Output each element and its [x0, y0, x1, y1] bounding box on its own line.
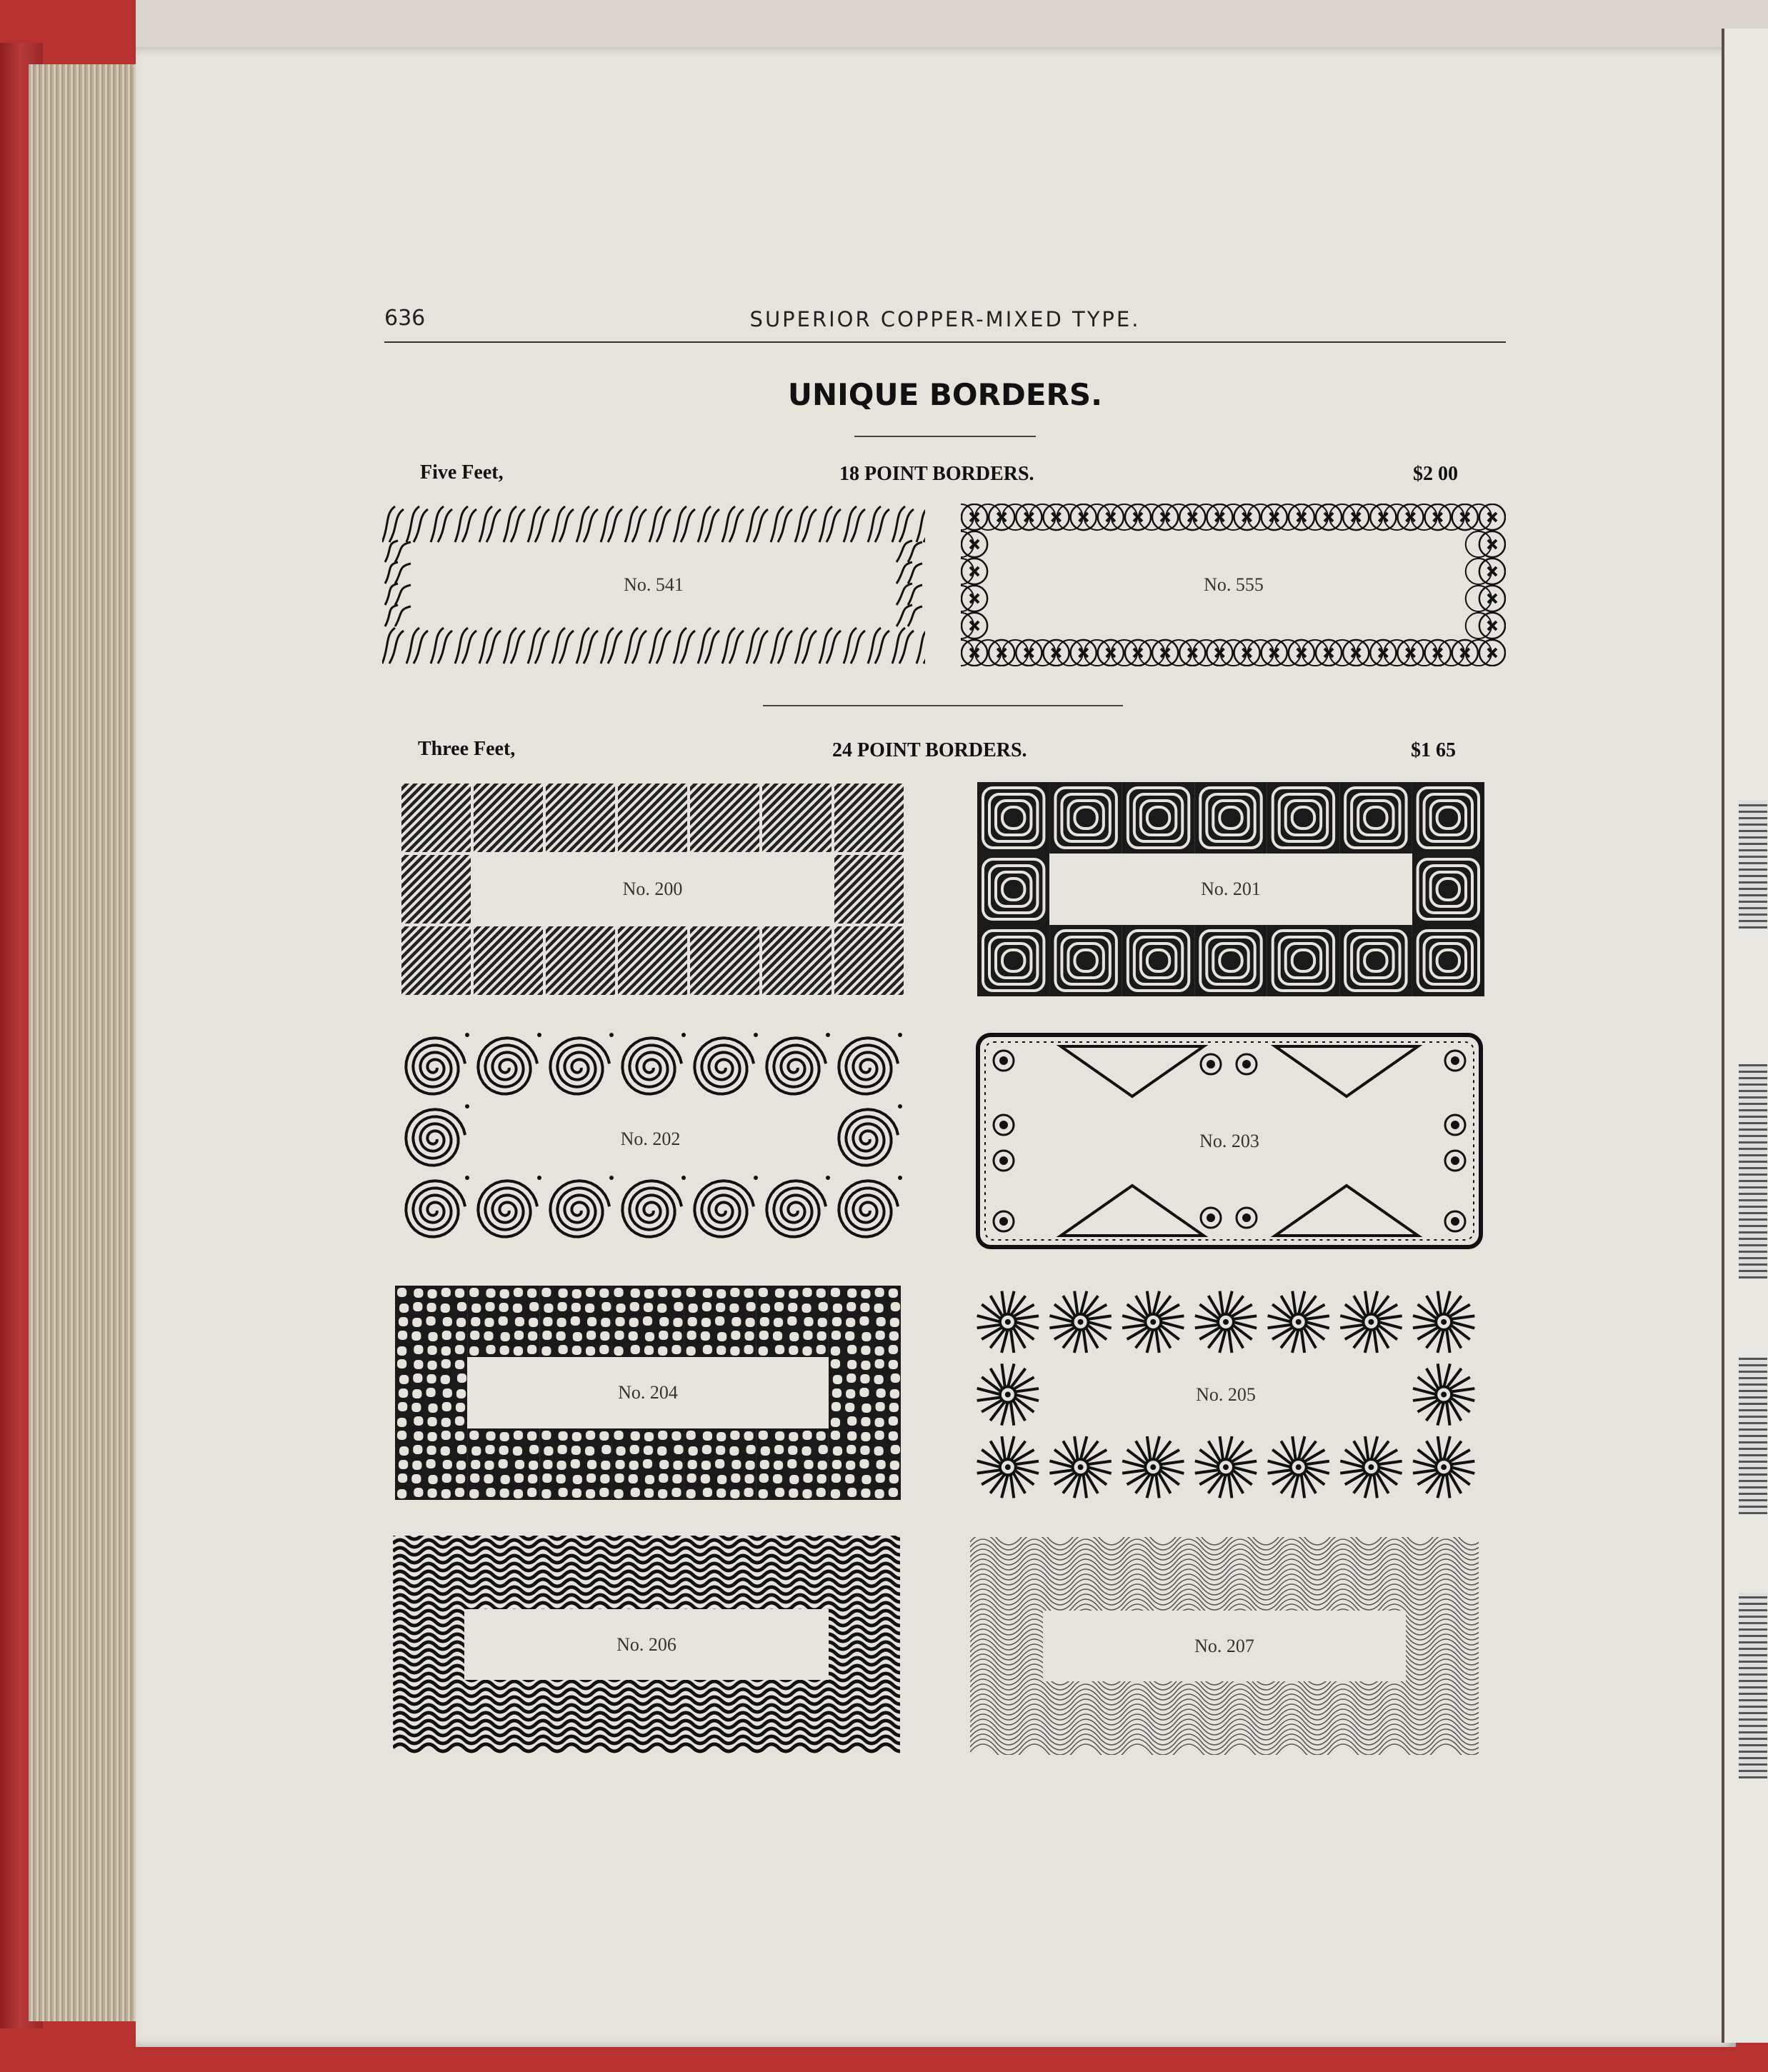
border-label-206: No. 206	[616, 1633, 676, 1655]
section-2-length: Three Feet,	[418, 738, 516, 760]
title-rule	[854, 436, 1036, 437]
border-specimen-206	[393, 1536, 900, 1753]
border-specimen-555	[961, 504, 1506, 666]
border-specimen-204	[395, 1286, 901, 1500]
border-specimen-200	[400, 782, 905, 996]
page-title: UNIQUE BORDERS.	[787, 377, 1103, 412]
border-label-207: No. 207	[1194, 1635, 1254, 1656]
section-2-price: $1 65	[1411, 739, 1456, 761]
section-2-heading: 24 POINT BORDERS.	[832, 739, 1027, 761]
border-label-202: No. 202	[620, 1128, 681, 1149]
border-label-201: No. 201	[1201, 879, 1261, 899]
border-label-541: No. 541	[624, 574, 684, 595]
border-specimen-205	[972, 1286, 1480, 1503]
running-title: SUPERIOR COPPER-MIXED TYPE.	[749, 307, 1141, 331]
book-page	[136, 47, 1736, 2047]
running-header	[384, 306, 1506, 343]
facing-page-edge	[1722, 29, 1768, 2043]
border-label-204: No. 204	[618, 1382, 678, 1403]
border-label-203: No. 203	[1199, 1131, 1259, 1151]
border-specimen-207	[970, 1537, 1479, 1755]
border-label-205: No. 205	[1196, 1383, 1256, 1405]
page-edges	[29, 64, 143, 2021]
scan-background	[136, 0, 1768, 47]
border-label-555: No. 555	[1204, 574, 1264, 595]
section-1-length: Five Feet,	[420, 461, 504, 484]
section-1-heading: 18 POINT BORDERS.	[839, 463, 1034, 485]
border-specimen-201	[977, 782, 1484, 996]
section-1-price: $2 00	[1413, 463, 1458, 485]
border-specimen-203	[975, 1032, 1484, 1250]
border-label-200: No. 200	[622, 879, 683, 899]
border-specimen-541	[382, 504, 925, 666]
page-number: 636	[384, 306, 426, 331]
section-divider	[763, 705, 1123, 706]
border-specimen-202	[398, 1032, 903, 1246]
